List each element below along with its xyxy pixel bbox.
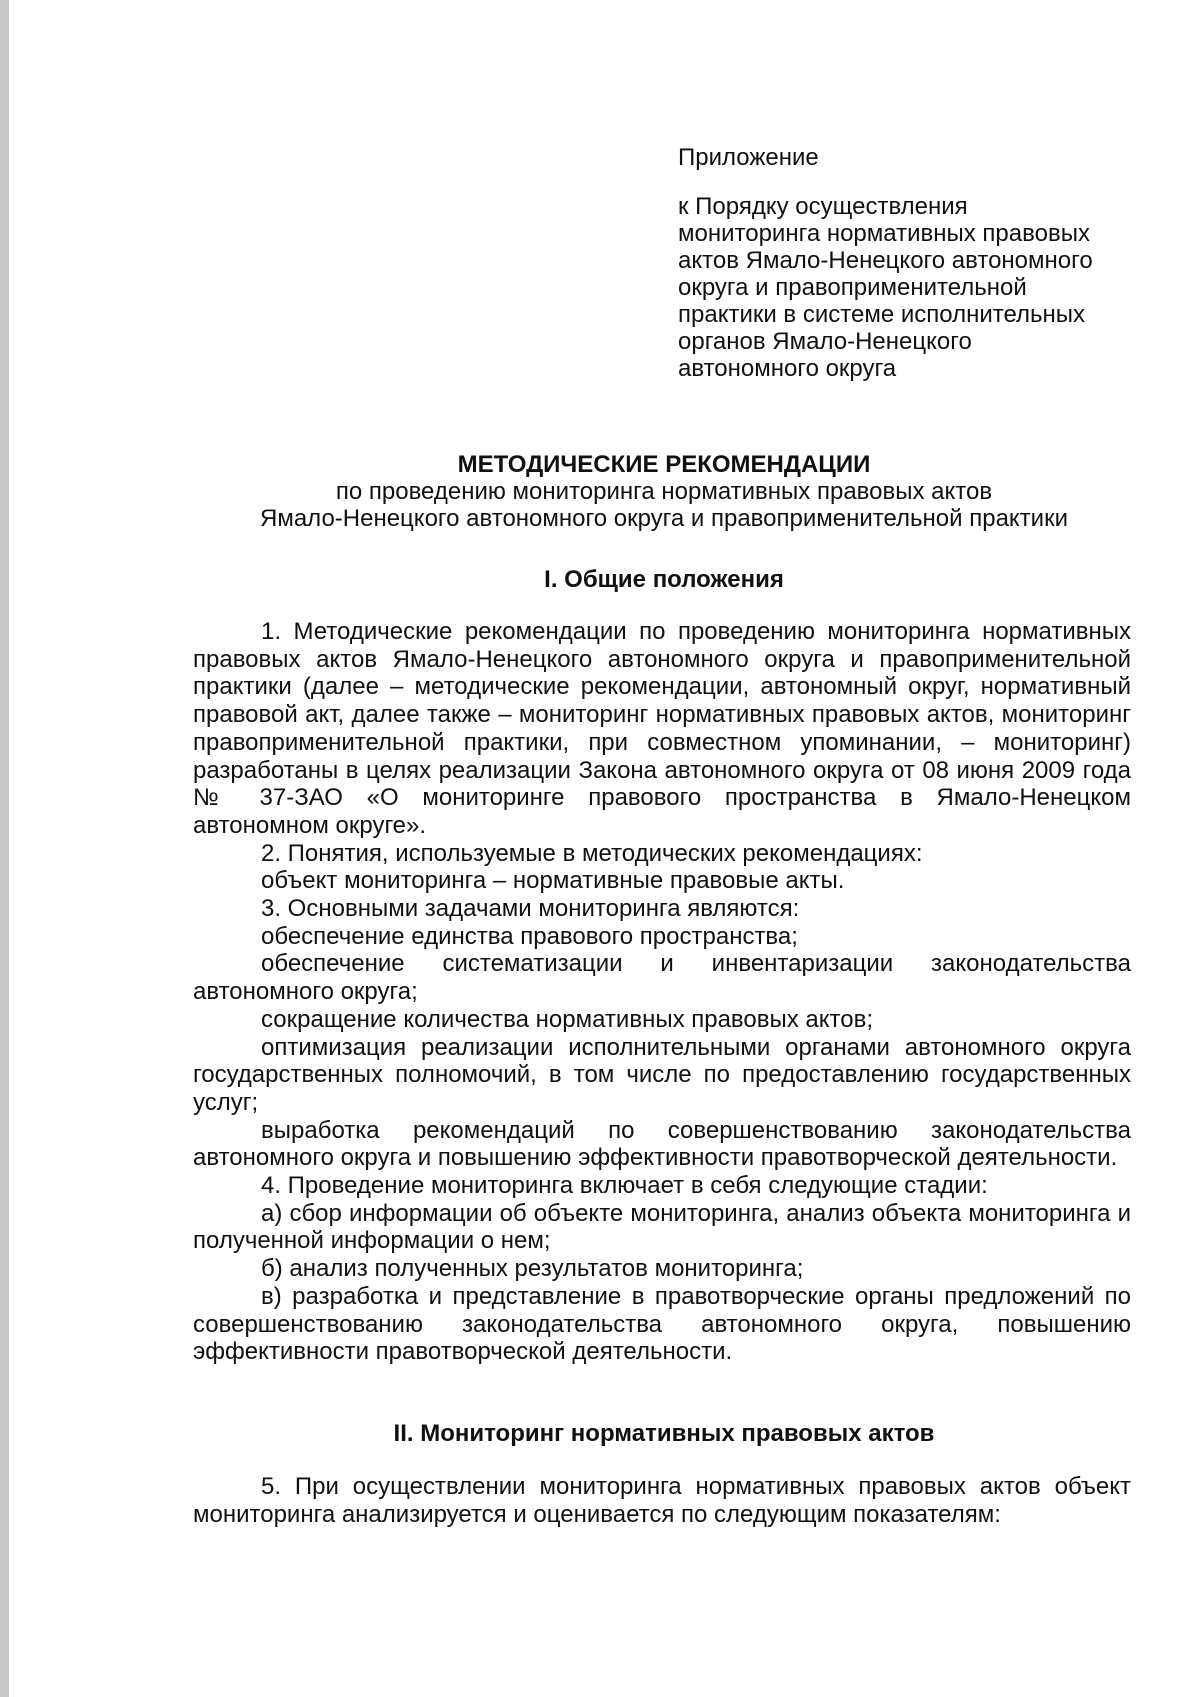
appendix-block bbox=[678, 144, 1148, 382]
title-line-3: Ямало-Ненецкого автономного округа и правоприменительной практики bbox=[259, 505, 1068, 532]
paragraph: б) анализ полученных результатов мониторинга; bbox=[261, 1255, 804, 1283]
title-main: МЕТОДИЧЕСКИЕ РЕКОМЕНДАЦИИ bbox=[457, 451, 871, 478]
appendix-line: органов Ямало-Ненецкого bbox=[678, 328, 972, 355]
paragraph: а) сбор информации об объекте мониторинга, анализ объекта мониторинга и полученной информации о нем; bbox=[193, 1199, 1131, 1255]
section-2-heading: II. Мониторинг нормативных правовых актов bbox=[393, 1420, 935, 1447]
appendix-line: к Порядку осуществления bbox=[678, 193, 968, 220]
paragraph: обеспечение систематизации и инвентаризации законодательства автономного округа; bbox=[193, 950, 1131, 1006]
paragraph: 4. Проведение мониторинга включает в себя следующие стадии: bbox=[261, 1172, 988, 1200]
appendix-heading: Приложение bbox=[678, 144, 819, 171]
paragraph: объект мониторинга – нормативные правовые акты. bbox=[261, 867, 845, 895]
appendix-line: автономного округа bbox=[678, 355, 897, 382]
section-2-body bbox=[193, 1473, 1131, 1528]
paragraph: 5. При осуществлении мониторинга нормативных правовых актов объект мониторинга анализируется и оценивается по следующим показателям: bbox=[193, 1473, 1131, 1528]
paragraph: выработка рекомендаций по совершенствованию законодательства автономного округа и повышению эффективности правотворческой деятельности. bbox=[193, 1116, 1131, 1172]
appendix-line: округа и правоприменительной bbox=[678, 274, 1027, 301]
appendix-line: актов Ямало-Ненецкого автономного bbox=[678, 247, 1093, 274]
paragraph: обеспечение единства правового пространства; bbox=[261, 922, 798, 950]
paragraph: оптимизация реализации исполнительными органами автономного округа государственных полномочий, в том числе по предоставлению государственных услуг; bbox=[193, 1033, 1131, 1116]
appendix-line: практики в системе исполнительных bbox=[678, 301, 1086, 328]
scan-edge bbox=[0, 0, 9, 1697]
paragraph: сокращение количества нормативных правовых актов; bbox=[261, 1005, 874, 1033]
title-line-2: по проведению мониторинга нормативных правовых актов bbox=[335, 478, 993, 505]
document-title bbox=[196, 451, 1132, 532]
paragraph: 2. Понятия, используемые в методических рекомендациях: bbox=[261, 839, 923, 867]
paragraph: 3. Основными задачами мониторинга являются: bbox=[261, 895, 800, 923]
paragraph: в) разработка и представление в правотворческие органы предложений по совершенствованию законодательства автономного округа, повышению эффективности правотворческой деятельности. bbox=[193, 1282, 1131, 1366]
section-1-body bbox=[193, 618, 1131, 1366]
paragraph: 1. Методические рекомендации по проведению мониторинга нормативных правовых актов Ямало-Ненецкого автономного округа и правоприменительной практики (далее – методические рекомендации, автономный округ, нормативный правовой акт, далее также – мониторинг нормативных правовых актов, мониторинг правоприменительной практики, при совместном упоминании, – мониторинг) разработаны в целях реализации Закона автономного округа от 08 июня 2009 года № 37-ЗАО «О мониторинге правового пространства в Ямало-Ненецком автономном округе». bbox=[193, 618, 1131, 839]
section-1-heading: I. Общие положения bbox=[544, 566, 784, 593]
appendix-reference bbox=[678, 193, 1148, 382]
appendix-line: мониторинга нормативных правовых bbox=[678, 220, 1090, 247]
